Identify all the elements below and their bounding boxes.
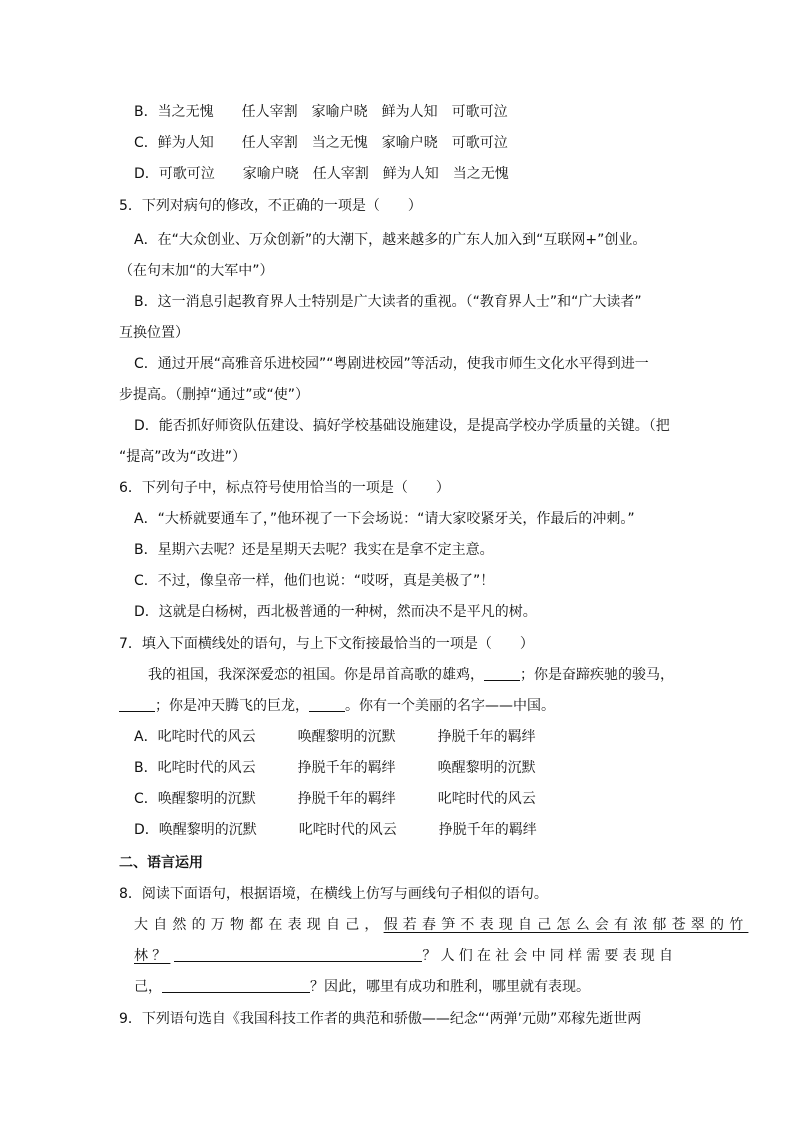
phrase: 挣脱千年的羁绊 (437, 729, 536, 745)
idiom: 家喻户晓 (242, 166, 299, 182)
q6-option-d[interactable]: D．这就是白杨树，西北极普通的一种树，然而决不是平凡的树。 (134, 604, 537, 620)
q5-option-a-note: （在句末加“的大军中”） (119, 263, 274, 279)
q5-option-d[interactable]: D．能否抓好师资队伍建设、搞好学校基础设施建设，是提高学校办学质量的关键。（把 (134, 418, 670, 434)
q5-option-a[interactable]: A．在“大众创业、万众创新”的大潮下，越来越多的广东人加入到“互联网+”创业。 (134, 232, 647, 248)
phrase: 叱咤时代的风云 (437, 791, 536, 807)
q9-stem: 9．下列语句选自《我国科技工作者的典范和骄傲——纪念“‘两弹’元勋”邓稼先逝世两 (119, 1011, 642, 1027)
q5-option-d-note: “提高”改为“改进”） (119, 449, 247, 465)
option-label: C． (134, 791, 158, 807)
phrase: 挣脱千年的羁绊 (297, 791, 396, 807)
q6-option-c[interactable]: C．不过，像皇帝一样，他们也说：“哎呀，真是美极了”！ (134, 573, 495, 589)
option-label: A． (134, 729, 158, 745)
phrase: 唤醒黎明的沉默 (437, 760, 536, 776)
q5-option-c[interactable]: C．通过开展“高雅音乐进校园”“粤剧进校园”等活动，使我市师生文化水平得到进一 (134, 356, 649, 372)
option-label: D． (134, 166, 159, 182)
idiom: 家喻户晓 (381, 135, 438, 151)
q6-option-b[interactable]: B．星期六去呢？还是星期天去呢？我实在是拿不定主意。 (134, 542, 494, 558)
fill-blank[interactable] (484, 666, 520, 681)
option-label: D． (134, 822, 159, 838)
q5-option-b-note: 互换位置） (119, 325, 189, 341)
idiom: 任人宰割 (312, 166, 369, 182)
q6-stem: 6．下列句子中，标点符号使用恰当的一项是（ ） (119, 480, 450, 496)
idiom: 可歌可泣 (451, 104, 508, 120)
phrase: 挣脱千年的羁绊 (297, 760, 396, 776)
option-label: C． (134, 135, 158, 151)
idiom: 当之无愧 (452, 166, 509, 182)
q8-passage-line2: 林？ ？人们在社会中同样需要表现自 (134, 948, 678, 964)
q7-option-c[interactable] (134, 789, 536, 809)
section-title: 二、语言运用 (119, 855, 203, 871)
q4-option-c[interactable] (134, 133, 508, 153)
q7-stem: 7．填入下面横线处的语句，与上下文衔接最恰当的一项是（ ） (119, 636, 534, 652)
underlined-sentence: 假若春笋不表现自己怎么会有浓郁苍翠的竹 (383, 917, 749, 933)
idiom: 家喻户晓 (311, 104, 368, 120)
phrase: 叱咤时代的风云 (157, 760, 256, 776)
q5-stem: 5．下列对病句的修改，不正确的一项是（ ） (119, 198, 422, 214)
q7-passage-line1: 我的祖国，我深深爱恋的祖国。你是昂首高歌的雄鸡， ；你是奋蹄疾驰的骏马， (148, 667, 674, 683)
phrase: 挣脱千年的羁绊 (438, 822, 537, 838)
phrase: 叱咤时代的风云 (298, 822, 397, 838)
idiom: 当之无愧 (157, 104, 214, 120)
q5-option-c-note: 步提高。（删掉“通过”或“使”） (119, 387, 310, 403)
underlined-sentence: 林？ (134, 948, 171, 964)
option-label: B． (134, 104, 158, 120)
phrase: 叱咤时代的风云 (157, 729, 256, 745)
idiom: 鲜为人知 (157, 135, 214, 151)
option-label: B． (134, 760, 158, 776)
q7-option-b[interactable] (134, 758, 536, 778)
idiom: 当之无愧 (311, 135, 368, 151)
q7-passage-line2: ；你是冲天腾飞的巨龙， 。你有一个美丽的名字——中国。 (119, 696, 555, 716)
q8-stem: 8．阅读下面语句，根据语境，在横线上仿写与画线句子相似的语句。 (119, 886, 548, 902)
q5-option-b[interactable]: B．这一消息引起教育界人士特别是广大读者的重视。（“教育界人士”和“广大读者” (134, 294, 642, 310)
q4-option-d[interactable] (134, 164, 509, 184)
fill-blank[interactable] (309, 697, 345, 712)
q4-option-b[interactable] (134, 102, 508, 122)
idiom: 任人宰割 (241, 135, 298, 151)
idiom: 可歌可泣 (158, 166, 215, 182)
q8-passage-line3: 己， ？因此，哪里有成功和胜利，哪里就有表现。 (134, 979, 590, 995)
fill-blank[interactable] (119, 697, 155, 712)
q7-option-d[interactable] (134, 820, 537, 840)
phrase: 唤醒黎明的沉默 (297, 729, 396, 745)
phrase: 唤醒黎明的沉默 (158, 822, 257, 838)
q7-option-a[interactable] (134, 727, 536, 747)
idiom: 可歌可泣 (451, 135, 508, 151)
fill-blank[interactable] (174, 947, 422, 962)
phrase: 唤醒黎明的沉默 (157, 791, 256, 807)
q6-option-a[interactable]: A．“大桥就要通车了，”他环视了一下会场说：“请大家咬紧牙关，作最后的冲刺。” (134, 511, 635, 527)
idiom: 任人宰割 (241, 104, 298, 120)
q8-passage-line1: 大自然的万物都在表现自己，假若春笋不表现自己怎么会有浓郁苍翠的竹 (134, 917, 749, 933)
fill-blank[interactable] (162, 978, 310, 993)
idiom: 鲜为人知 (381, 104, 438, 120)
idiom: 鲜为人知 (382, 166, 439, 182)
